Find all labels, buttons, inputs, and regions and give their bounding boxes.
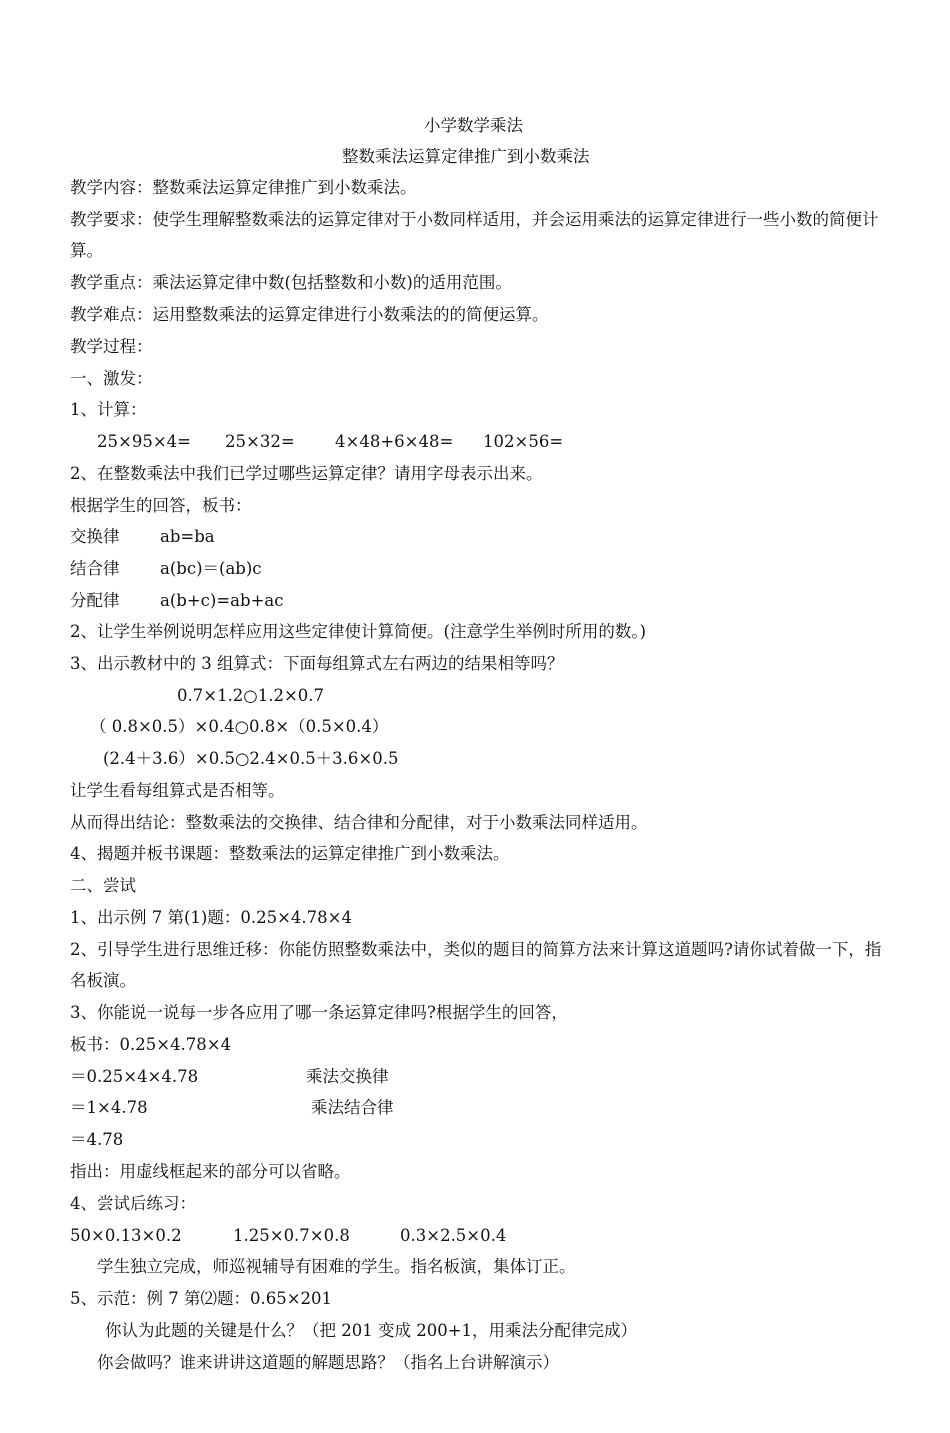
calc-step-2-law: 乘法结合律 xyxy=(311,1098,394,1117)
note-text: 指出：用虚线框起来的部分可以省略。 xyxy=(70,1162,351,1181)
practice-item: 1.25×0.7×0.8 xyxy=(233,1226,350,1245)
step-2-5: 5、示范：例 7 第⑵题：0.65×201 xyxy=(70,1289,333,1308)
step-2-3: 3、你能说一说每一步各应用了哪一条运算定律吗?根据学生的回答， xyxy=(70,1003,568,1022)
law-name: 交换律 xyxy=(70,527,120,546)
step-1-3: 3、出示教材中的 3 组算式：下面每组算式左右两边的结果相等吗？ xyxy=(70,654,564,673)
equation-3: (2.4＋3.6）×0.5○2.4×0.5＋3.6×0.5 xyxy=(103,749,399,768)
calc-item: 25×32= xyxy=(225,432,295,451)
section-2-heading: 二、尝试 xyxy=(70,876,136,895)
calc-step-1-law: 乘法交换律 xyxy=(306,1067,389,1086)
step-1-2: 2、在整数乘法中我们已学过哪些运算定律？请用字母表示出来。 xyxy=(70,464,543,483)
doc-subtitle: 整数乘法运算定律推广到小数乘法 xyxy=(342,147,590,166)
teaching-content: 教学内容：整数乘法运算定律推广到小数乘法。 xyxy=(70,178,417,197)
practice-item: 50×0.13×0.2 xyxy=(70,1226,182,1245)
practice-item: 0.3×2.5×0.4 xyxy=(400,1226,507,1245)
doc-title: 小学数学乘法 xyxy=(424,116,523,135)
teaching-requirement: 教学要求：使学生理解整数乘法的运算定律对于小数同样适用，并会运用乘法的运算定律进行一些小数的简便计算。 xyxy=(70,210,879,260)
calc-item: 25×95×4= xyxy=(97,432,191,451)
section-1-heading: 一、激发： xyxy=(70,369,153,388)
calc-item: 4×48+6×48= xyxy=(335,432,454,451)
board-line: 板书：0.25×4.78×4 xyxy=(70,1035,232,1054)
calc-step-2: ＝1×4.78 xyxy=(70,1098,148,1117)
law-name: 结合律 xyxy=(70,559,120,578)
independent-text: 学生独立完成，师巡视辅导有困难的学生。指名板演，集体订正。 xyxy=(97,1257,576,1276)
law-name: 分配律 xyxy=(70,591,120,610)
equation-1: 0.7×1.2○1.2×0.7 xyxy=(177,686,325,705)
calc-step-1: ＝0.25×4×4.78 xyxy=(70,1067,199,1086)
observe-text: 让学生看每组算式是否相等。 xyxy=(70,781,285,800)
teaching-key-point: 教学重点：乘法运算定律中数(包括整数和小数)的适用范围。 xyxy=(70,273,512,292)
law-formula: ab=ba xyxy=(160,527,215,546)
law-formula: a(b+c)=ab+ac xyxy=(160,591,284,610)
teaching-difficulty: 教学难点：运用整数乘法的运算定律进行小数乘法的的简便运算。 xyxy=(70,305,549,324)
step-2-1: 1、出示例 7 第(1)题：0.25×4.78×4 xyxy=(70,908,352,927)
step-1-4: 4、揭题并板书课题：整数乘法的运算定律推广到小数乘法。 xyxy=(70,844,510,863)
law-formula: a(bc)＝(ab)c xyxy=(160,559,262,578)
calc-item: 102×56= xyxy=(483,432,564,451)
explain-text: 你会做吗？谁来讲讲这道题的解题思路？（指名上台讲解演示） xyxy=(97,1353,559,1372)
calc-step-3: ＝4.78 xyxy=(70,1130,124,1149)
key-question: 你认为此题的关键是什么？（把 201 变成 200+1，用乘法分配律完成） xyxy=(105,1321,638,1340)
conclusion-text: 从而得出结论：整数乘法的交换律、结合律和分配律，对于小数乘法同样适用。 xyxy=(70,813,648,832)
teaching-process: 教学过程： xyxy=(70,337,153,356)
step-2-4: 4、尝试后练习： xyxy=(70,1194,196,1213)
step-1-1: 1、计算： xyxy=(70,400,147,419)
step-2-2: 2、引导学生进行思维迁移：你能仿照整数乘法中，类似的题目的简算方法来计算这道题吗?请你试着做一下，指名板演。 xyxy=(70,940,882,990)
board-intro: 根据学生的回答，板书： xyxy=(70,496,252,515)
step-1-2b: 2、让学生举例说明怎样应用这些定律使计算简便。(注意学生举例时所用的数。) xyxy=(70,622,647,641)
equation-2: （ 0.8×0.5）×0.4○0.8×（0.5×0.4） xyxy=(90,717,389,736)
